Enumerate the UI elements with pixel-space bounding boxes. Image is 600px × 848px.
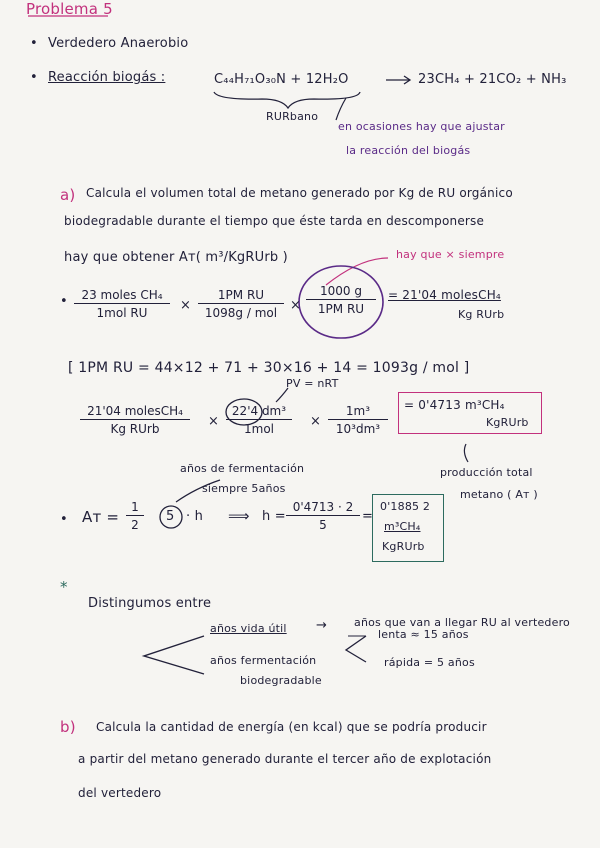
calc2-times-1: × [208,414,220,429]
note-arrow [336,98,346,120]
produccion-total: producción total [440,466,533,479]
distinguish-fermentacion-2: biodegradable [240,674,322,687]
bullet-dot: • [60,294,68,309]
formula-five: 5 [166,509,175,524]
siempre-5-note: siempre 5años [202,482,286,495]
part-b-line-2: a partir del metano generado durante el tercer año de explotación [78,752,492,766]
note-siempre: hay que × siempre [396,248,505,261]
reaction-reactants: C₄₄H₇₁O₃₀N + 12H₂O [214,72,349,87]
reaction-brace [214,92,360,108]
reaction-products: 23CH₄ + 21CO₂ + NH₃ [418,72,567,87]
formula-eq: = [362,509,374,524]
formula-half: $\frac{1}{2}$ [126,500,144,532]
calc2-fraction-2: 22'4 dm³ 1mol [226,404,292,436]
part-a-line-3: hay que obtener Aᴛ( m³/KgRUrb ) [64,250,288,265]
star-mark: * [60,578,68,596]
bullet-dot: • [30,70,38,85]
calc1-fraction-2: 1PM RU 1098g / mol [198,288,284,320]
note-line-2: la reacción del biogás [346,144,471,157]
part-b-line-3: del vertedero [78,786,162,800]
note-line-1: en ocasiones hay que ajustar [338,120,505,133]
part-a-line-2: biodegradable durante el tiempo que éste tarda en descomponerse [64,214,485,228]
formula-lhs: Aᴛ = [82,508,120,526]
calc1-times-2: × [290,298,302,313]
distinguish-vida-util-desc: años que van a llegar RU al vertedero [354,616,570,629]
bullet-verdedero: Verdedero Anaerobio [48,36,189,51]
formula-arrow: ⟹ [228,507,250,525]
part-b-label: b) [60,718,76,736]
lenta-years: lenta ≈ 15 años [378,628,469,641]
bullet-dot: • [30,36,38,51]
formula-h-fraction: $\frac{0'4713 \cdot 2}{5}$ [286,500,360,532]
calc1-times-1: × [180,298,192,313]
produccion-metano: metano ( Aᴛ ) [460,488,538,501]
calc2-fraction-3: $\frac{\text{1m³}}{\text{10³dm³}}$ [328,404,388,436]
calc2-fraction-1: 21'04 molesCH₄ Kg RUrb [80,404,190,436]
calc1-fraction-1: 23 moles CH₄ 1mol RU [74,288,170,320]
part-b-line-1: Calcula la cantidad de energía (en kcal) que se podría producir [96,720,487,734]
pm-calculation: [ 1PM RU = 44×12 + 71 + 30×16 + 14 = 1093g / mol ] [68,360,470,376]
calc2-times-2: × [310,414,322,429]
formula-h-eq: h = [262,509,286,524]
distinguish-vida-util: años vida útil [210,622,287,635]
pv-nrt: PV = nRT [286,377,339,390]
calc1-fraction-3: $\frac{1000 g}{\text{1PM RU}}$ [306,284,376,316]
siempre-arrow [326,258,388,285]
calc1-result-unit: Kg RUrb [458,308,505,321]
formula-result-unit-num: m³CH₄ [384,520,421,533]
distinguish-arrow: → [316,618,328,633]
reaction-label: Reacción biogás : [48,70,166,85]
distinguish-fermentacion-1: años fermentación [210,654,317,667]
page-title: Problema 5 [26,0,113,18]
bullet-dot: • [60,512,68,527]
calc2-result: = 0'4713 m³CH₄ [404,398,505,412]
anos-fermentacion-note: años de fermentación [180,462,305,475]
part-a-label: a) [60,186,76,204]
distinguish-bracket [144,636,204,674]
rurbano-label: RURbano [266,110,319,123]
rapida-years: rápida = 5 años [384,656,475,669]
speed-bracket [346,636,366,662]
distinguish-heading: Distingumos entre [88,596,212,611]
part-a-line-1: Calcula el volumen total de metano generado por Kg de RU orgánico [86,186,513,200]
formula-result-value: 0'1885 2 [380,500,431,513]
calc2-result-unit: KgRUrb [486,416,529,429]
formula-h: · h [186,509,204,524]
formula-result-unit-den: KgRUrb [382,540,425,553]
calc1-result: = 21'04 molesCH₄ [388,288,501,302]
